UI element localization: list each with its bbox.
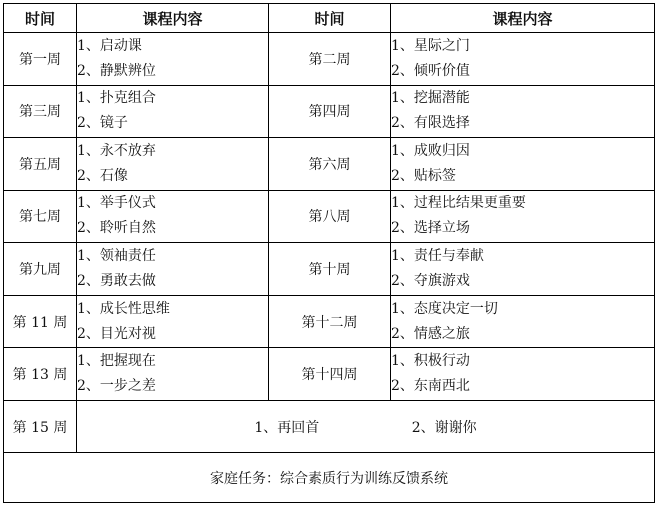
header-row bbox=[4, 4, 655, 33]
course-item: 2、夺旗游戏 bbox=[391, 272, 470, 289]
week-label: 第九周 bbox=[4, 243, 77, 296]
course-content bbox=[77, 190, 269, 243]
week-label: 第十二周 bbox=[269, 295, 391, 348]
final-week-row bbox=[4, 400, 655, 453]
course-content bbox=[77, 243, 269, 296]
course-content bbox=[391, 138, 655, 191]
schedule-row bbox=[4, 243, 655, 296]
week-label: 第五周 bbox=[4, 138, 77, 191]
time-header: 时间 bbox=[4, 4, 77, 33]
course-item: 1、扑克组合 bbox=[77, 90, 156, 107]
course-item: 1、态度决定一切 bbox=[391, 300, 498, 317]
course-item: 1、责任与奉献 bbox=[391, 247, 484, 264]
course-item: 1、挖掘潜能 bbox=[391, 90, 470, 107]
schedule-row bbox=[4, 138, 655, 191]
course-content bbox=[77, 33, 269, 86]
family-task-row bbox=[4, 453, 655, 503]
course-item: 1、过程比结果更重要 bbox=[391, 195, 526, 212]
course-item: 1、永不放弃 bbox=[77, 142, 156, 159]
course-content bbox=[391, 295, 655, 348]
schedule-row bbox=[4, 85, 655, 138]
course-item: 2、静默辨位 bbox=[77, 62, 156, 79]
schedule-row bbox=[4, 33, 655, 86]
course-content bbox=[391, 33, 655, 86]
week-label: 第六周 bbox=[269, 138, 391, 191]
week-label: 第 15 周 bbox=[4, 400, 77, 453]
course-item: 2、倾听价值 bbox=[391, 62, 470, 79]
course-item: 2、东南西北 bbox=[391, 378, 470, 395]
course-item: 1、把握现在 bbox=[77, 353, 156, 370]
week-label: 第十周 bbox=[269, 243, 391, 296]
course-item: 2、有限选择 bbox=[391, 115, 470, 132]
course-content bbox=[77, 348, 269, 401]
course-item: 2、勇敢去做 bbox=[77, 272, 156, 289]
time-header: 时间 bbox=[269, 4, 391, 33]
course-item: 1、成败归因 bbox=[391, 142, 470, 159]
content-header: 课程内容 bbox=[391, 4, 655, 33]
course-item: 2、选择立场 bbox=[391, 220, 470, 237]
week-label: 第四周 bbox=[269, 85, 391, 138]
course-item: 2、聆听自然 bbox=[77, 220, 156, 237]
course-content bbox=[77, 85, 269, 138]
course-item: 2、谢谢你 bbox=[411, 419, 477, 436]
course-content bbox=[391, 348, 655, 401]
course-item: 2、一步之差 bbox=[77, 378, 156, 395]
course-item: 1、举手仪式 bbox=[77, 195, 156, 212]
course-item: 2、镜子 bbox=[77, 115, 128, 132]
final-course-content bbox=[77, 400, 655, 453]
course-item: 1、积极行动 bbox=[391, 353, 470, 370]
course-content bbox=[391, 243, 655, 296]
course-item: 2、情感之旅 bbox=[391, 325, 470, 342]
week-label: 第七周 bbox=[4, 190, 77, 243]
week-label: 第一周 bbox=[4, 33, 77, 86]
week-label: 第 13 周 bbox=[4, 348, 77, 401]
schedule-row bbox=[4, 295, 655, 348]
week-label: 第八周 bbox=[269, 190, 391, 243]
course-item: 2、目光对视 bbox=[77, 325, 156, 342]
content-header: 课程内容 bbox=[77, 4, 269, 33]
schedule-row bbox=[4, 348, 655, 401]
course-item: 1、成长性思维 bbox=[77, 300, 170, 317]
course-content bbox=[77, 295, 269, 348]
week-label: 第三周 bbox=[4, 85, 77, 138]
course-content bbox=[391, 85, 655, 138]
week-label: 第十四周 bbox=[269, 348, 391, 401]
course-content bbox=[77, 138, 269, 191]
family-task: 家庭任务：综合素质行为训练反馈系统 bbox=[4, 453, 655, 503]
course-item: 1、领袖责任 bbox=[77, 247, 156, 264]
course-schedule-table bbox=[3, 3, 655, 503]
course-item: 1、启动课 bbox=[77, 37, 142, 54]
course-content bbox=[391, 190, 655, 243]
course-item: 2、贴标签 bbox=[391, 167, 456, 184]
course-item: 1、再回首 bbox=[254, 419, 320, 436]
course-item: 1、星际之门 bbox=[391, 37, 470, 54]
week-label: 第 11 周 bbox=[4, 295, 77, 348]
week-label: 第二周 bbox=[269, 33, 391, 86]
course-item: 2、石像 bbox=[77, 167, 128, 184]
schedule-row bbox=[4, 190, 655, 243]
